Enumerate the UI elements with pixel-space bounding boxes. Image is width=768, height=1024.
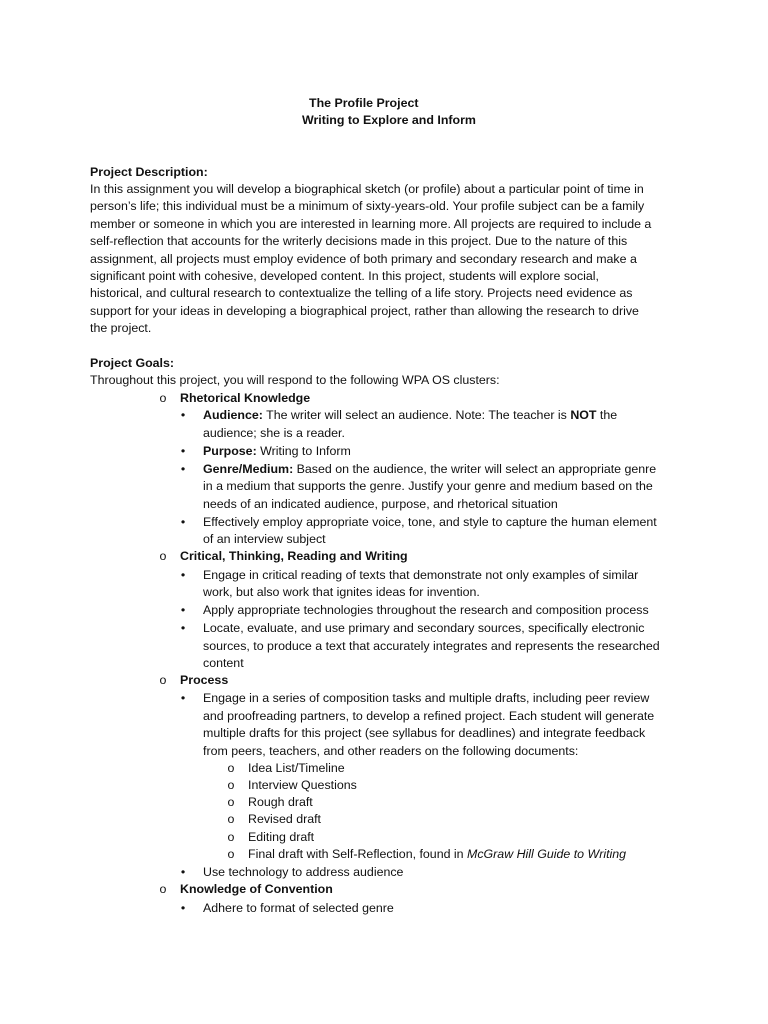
outline-marker: o: [227, 795, 235, 809]
goals-heading: Project Goals:: [90, 356, 175, 370]
bullet-marker: •: [180, 515, 186, 529]
bullet-marker: •: [180, 444, 186, 458]
audience-label: Audience:: [203, 408, 263, 422]
description-heading: Project Description:: [90, 165, 208, 179]
audience-not: NOT: [570, 408, 597, 422]
audience-item-cont: audience; she is a reader.: [203, 426, 345, 440]
book-title: McGraw Hill Guide to Writing: [467, 847, 627, 861]
critical-item: Apply appropriate technologies throughout the research and composition process: [203, 603, 649, 617]
description-line: historical, and cultural research to contextualize the telling of a life story. Projects need evidence as: [90, 286, 633, 301]
bullet-marker: •: [180, 901, 186, 915]
description-line: person’s life; this individual must be a minimum of sixty-years-old. Your profile subject can be a family: [90, 199, 645, 214]
process-item-cont: multiple drafts for this project (see syllabus for deadlines) and integrate feedback: [203, 726, 646, 740]
critical-item-cont: content: [203, 656, 244, 670]
final-draft-text: Final draft with Self-Reflection, found in: [248, 847, 468, 861]
description-line: assignment, all projects must employ evidence of both primary and secondary research and make a: [90, 251, 637, 266]
bullet-marker: •: [180, 691, 186, 705]
convention-heading: Knowledge of Convention: [180, 882, 333, 896]
doc-item: Revised draft: [248, 812, 322, 826]
bullet-marker: •: [180, 603, 186, 617]
process-item-cont: and proofreading partners, to develop a refined project. Each student will generate: [203, 709, 655, 723]
bullet-marker: •: [180, 408, 186, 422]
bullet-marker: •: [180, 462, 186, 476]
outline-marker: o: [227, 778, 235, 792]
genre-item-cont: needs of an indicated audience, purpose, and rhetorical situation: [203, 497, 558, 511]
description-paragraph: [90, 181, 680, 338]
outline-marker: o: [159, 882, 167, 896]
bullet-marker: •: [180, 568, 186, 582]
critical-item: Engage in critical reading of texts that demonstrate not only examples of similar: [203, 568, 639, 582]
genre-item-cont: in a medium that supports the genre. Justify your genre and medium based on the: [203, 479, 653, 493]
description-line: support for your ideas in developing a biographical project, rather than allowing the research to drive: [90, 303, 639, 318]
description-line: In this assignment you will develop a biographical sketch (or profile) about a particular point of time in: [90, 182, 644, 196]
purpose-item: [203, 443, 351, 460]
voice-item: Effectively employ appropriate voice, tone, and style to capture the human element: [203, 515, 657, 529]
genre-text: Based on the audience, the writer will select an appropriate genre: [293, 462, 657, 476]
outline-marker: o: [227, 830, 235, 844]
voice-item-cont: of an interview subject: [203, 532, 326, 546]
document-title: The Profile Project: [309, 96, 419, 110]
outline-marker: o: [227, 847, 235, 861]
critical-item-cont: work, but also work that ignites ideas for invention.: [203, 585, 480, 599]
purpose-label: Purpose:: [203, 444, 257, 458]
bullet-marker: •: [180, 621, 186, 635]
genre-label: Genre/Medium:: [203, 462, 294, 476]
process-item: Use technology to address audience: [203, 865, 404, 879]
process-item: Engage in a series of composition tasks and multiple drafts, including peer review: [203, 691, 650, 705]
outline-marker: o: [159, 549, 167, 563]
audience-item: [203, 407, 617, 424]
goals-intro: Throughout this project, you will respond to the following WPA OS clusters:: [90, 373, 500, 387]
process-heading: Process: [180, 673, 229, 687]
bullet-marker: •: [180, 865, 186, 879]
description-line: the project.: [90, 321, 152, 336]
audience-the: the: [596, 408, 618, 422]
doc-item: Interview Questions: [248, 778, 357, 792]
purpose-text: Writing to Inform: [256, 444, 351, 458]
outline-marker: o: [159, 391, 167, 405]
document-subtitle: Writing to Explore and Inform: [302, 113, 476, 127]
process-item-cont: from peers, teachers, and other readers on the following documents:: [203, 744, 579, 758]
audience-text: The writer will select an audience. Note: The teacher is: [262, 408, 571, 422]
doc-item: Editing draft: [248, 830, 315, 844]
genre-item: [203, 461, 656, 478]
description-line: significant point with cohesive, developed content. In this project, students will explore social,: [90, 269, 599, 284]
rhetorical-heading: Rhetorical Knowledge: [180, 391, 311, 405]
doc-item-final: [248, 846, 626, 863]
outline-marker: o: [227, 812, 235, 826]
critical-item: Locate, evaluate, and use primary and secondary sources, specifically electronic: [203, 621, 645, 635]
outline-marker: o: [227, 761, 235, 775]
outline-marker: o: [159, 673, 167, 687]
description-line: member or someone in which you are interested in learning more. All projects are required to include a: [90, 216, 652, 231]
critical-item-cont: sources, to produce a text that accurately integrates and represents the researched: [203, 639, 660, 653]
critical-heading: Critical, Thinking, Reading and Writing: [180, 549, 408, 563]
doc-item: Idea List/Timeline: [248, 761, 345, 775]
convention-item: Adhere to format of selected genre: [203, 901, 394, 915]
description-line: self-reflection that accounts for the writerly decisions made in this project. Due to the nature of this: [90, 234, 628, 249]
doc-item: Rough draft: [248, 795, 313, 809]
